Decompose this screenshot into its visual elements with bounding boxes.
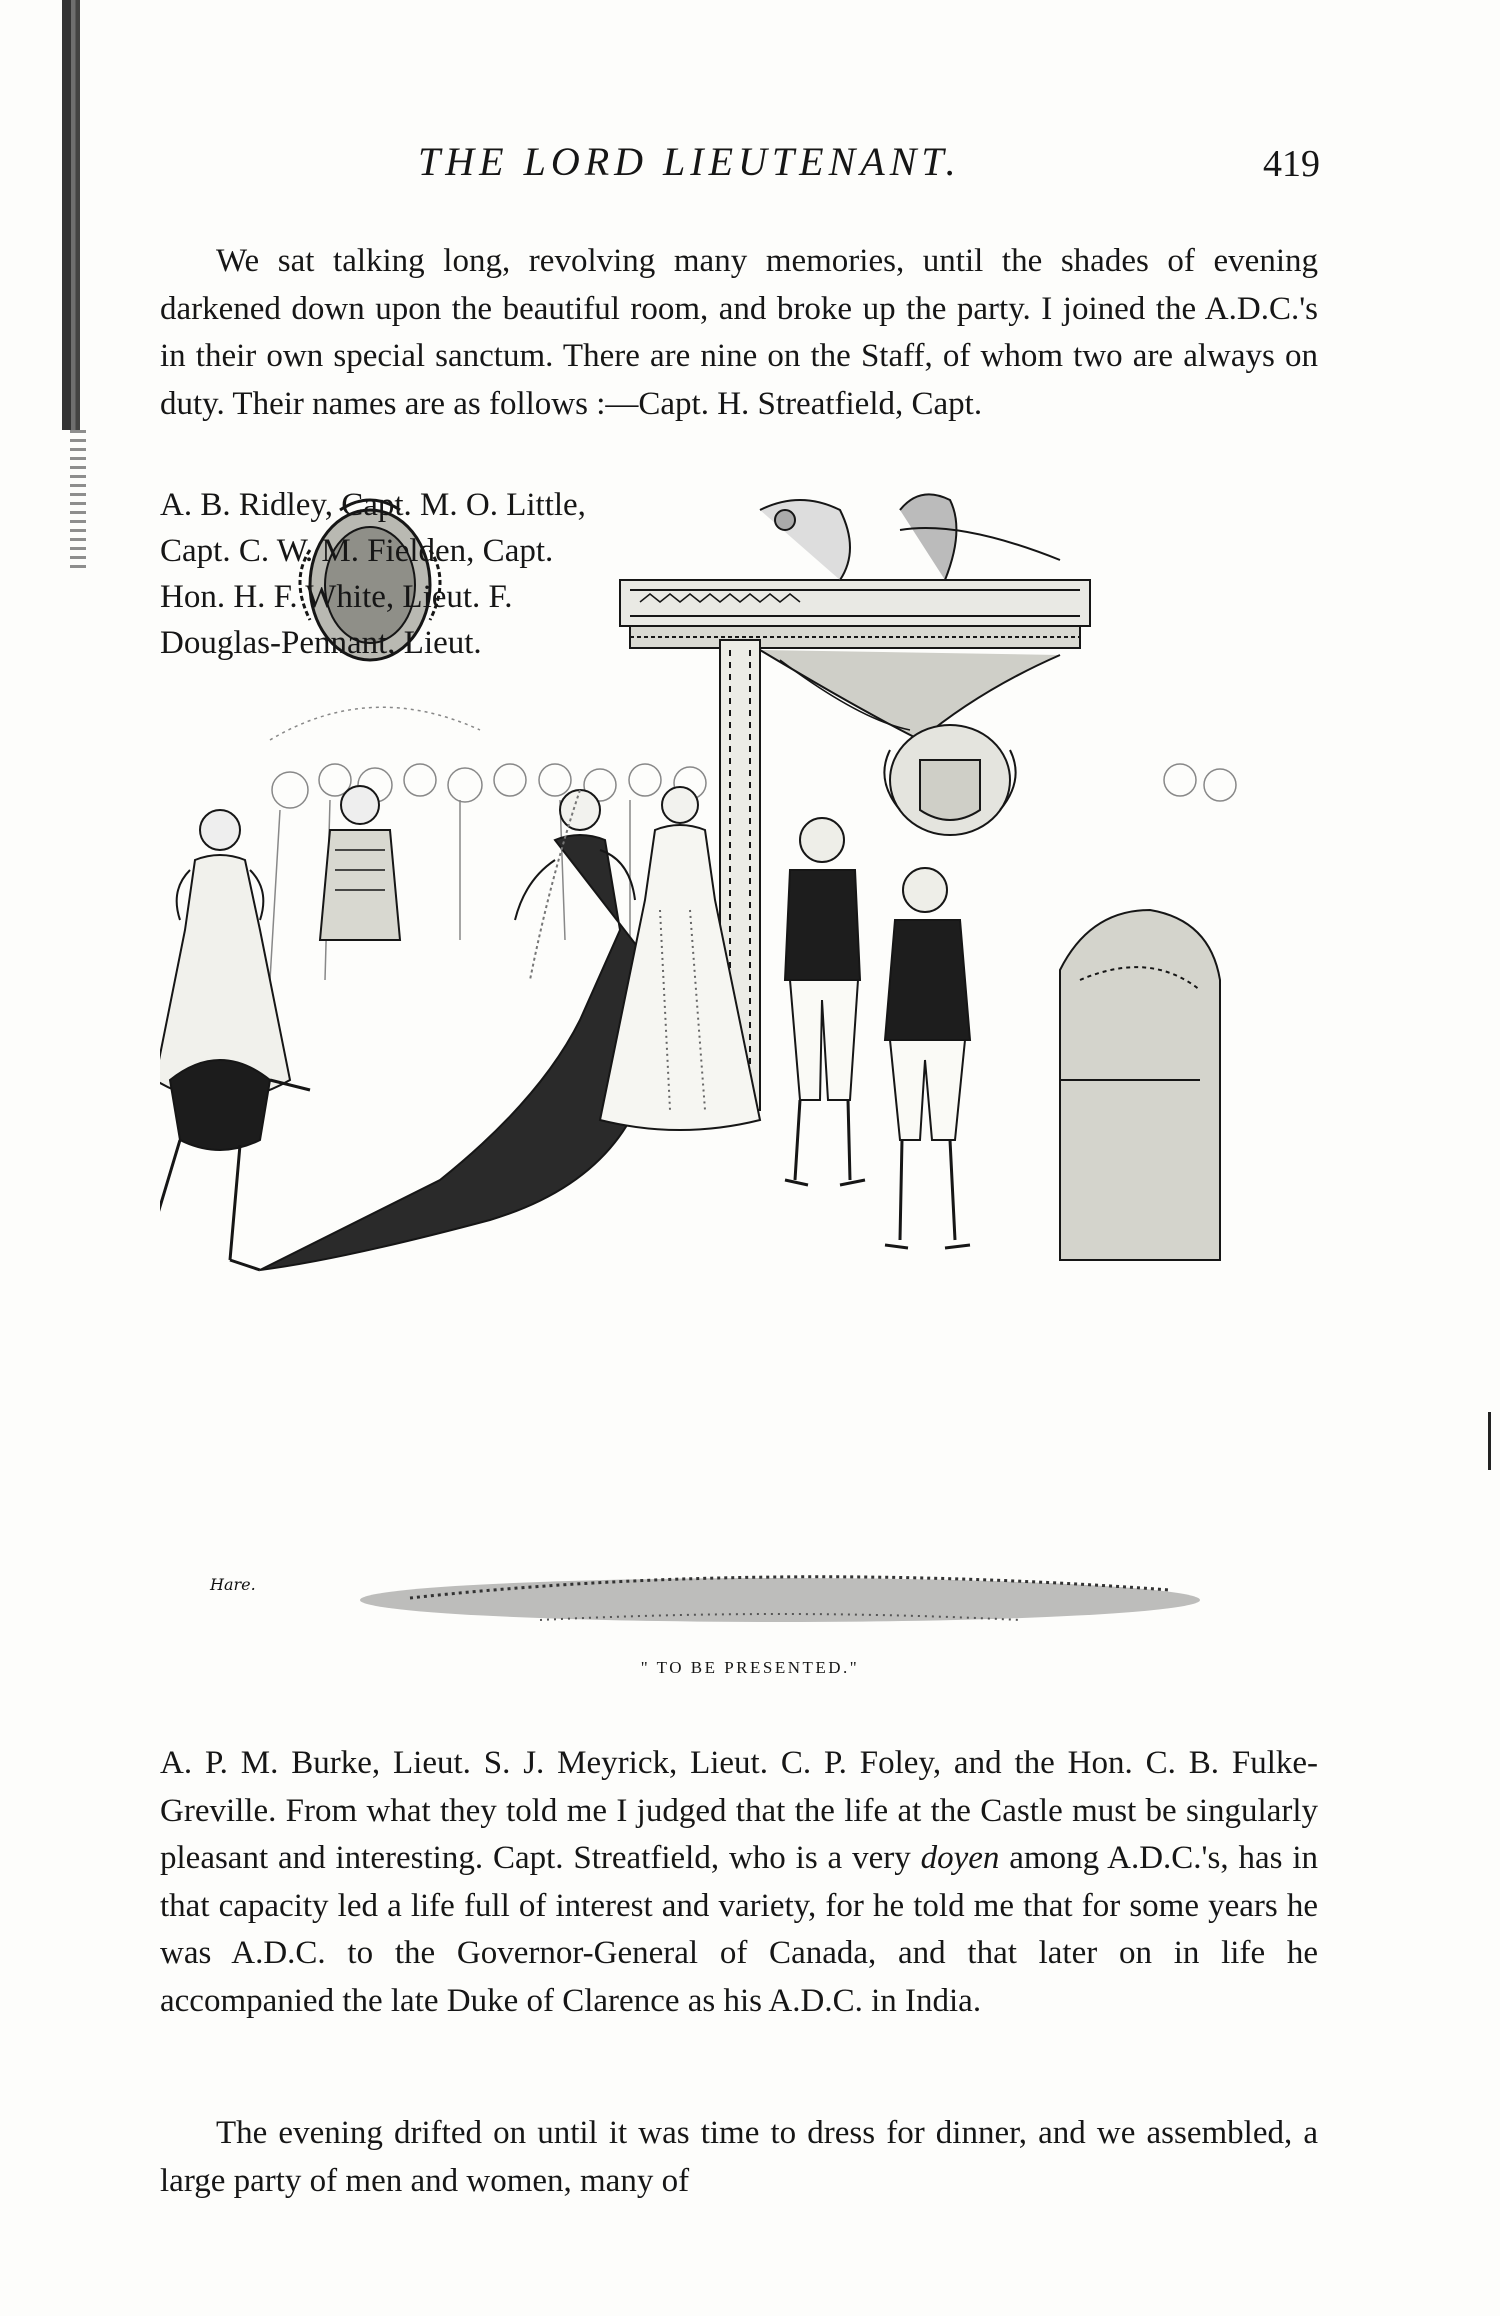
binding-edge-shadow [62, 0, 92, 430]
lady-left [160, 810, 290, 1100]
artist-signature: Hare. [210, 1575, 256, 1594]
gentleman-right [885, 868, 970, 1248]
debutante-with-train [260, 790, 640, 1270]
paragraph-1: We sat talking long, revolving many memories, until the shades of evening darkened down upon the beautiful room, and broke up the party. I joined the A.D.C.'s in their own special sanctum. There are nine on the Staff, of whom two are always on duty. Their names are as follows :—Capt. H. Streatfield, Capt. [160, 243, 1318, 422]
lord-lieutenant [785, 818, 865, 1185]
coat-of-arms [884, 725, 1015, 835]
floor-shading [360, 1577, 1200, 1622]
paragraph-2-text-a: A. P. M. Burke, Lieut. S. J. Meyrick, Lieut. C. P. Foley, and the Hon. C. B. Fulke-Greville. From what they told me I judged that the life at the Castle must be singularly pleasant and interesting. Capt. Streatfield, who is a very [160, 1745, 1318, 1877]
running-title: THE LORD LIEUTENANT. [418, 139, 961, 184]
binding-edge-specks [70, 430, 86, 570]
uniformed-officer [320, 786, 400, 940]
throne-chair [1060, 910, 1220, 1260]
paragraph-2-text-b: among A.D.C.'s, has in that capacity led a life full of interest and variety, for he told me that for some years he was A.D.C. to the Governor-General of Canada, and that later on in life he accompanied the late Duke of Clarence as his A.D.C. in India. [160, 1840, 1319, 2019]
page-boy [160, 1060, 310, 1270]
paragraph-2 [160, 1740, 1318, 2026]
running-head [160, 138, 1320, 198]
illustration-caption: " TO BE PRESENTED." [640, 1658, 860, 1677]
wrap-text: A. B. Ridley, Capt. M. O. Little, Capt. C. W. M. Fielden, Capt. Hon. H. F. White, Lieut. F. Douglas-Pennant, Lieut. [160, 487, 586, 661]
italic-word: doyen [920, 1840, 1000, 1877]
page-number: 419 [1263, 143, 1320, 185]
scan-mark [1488, 1412, 1491, 1470]
paragraph-3: The evening drifted on until it was time to dress for dinner, and we assembled, a large party of men and women, many of [160, 2115, 1318, 2199]
